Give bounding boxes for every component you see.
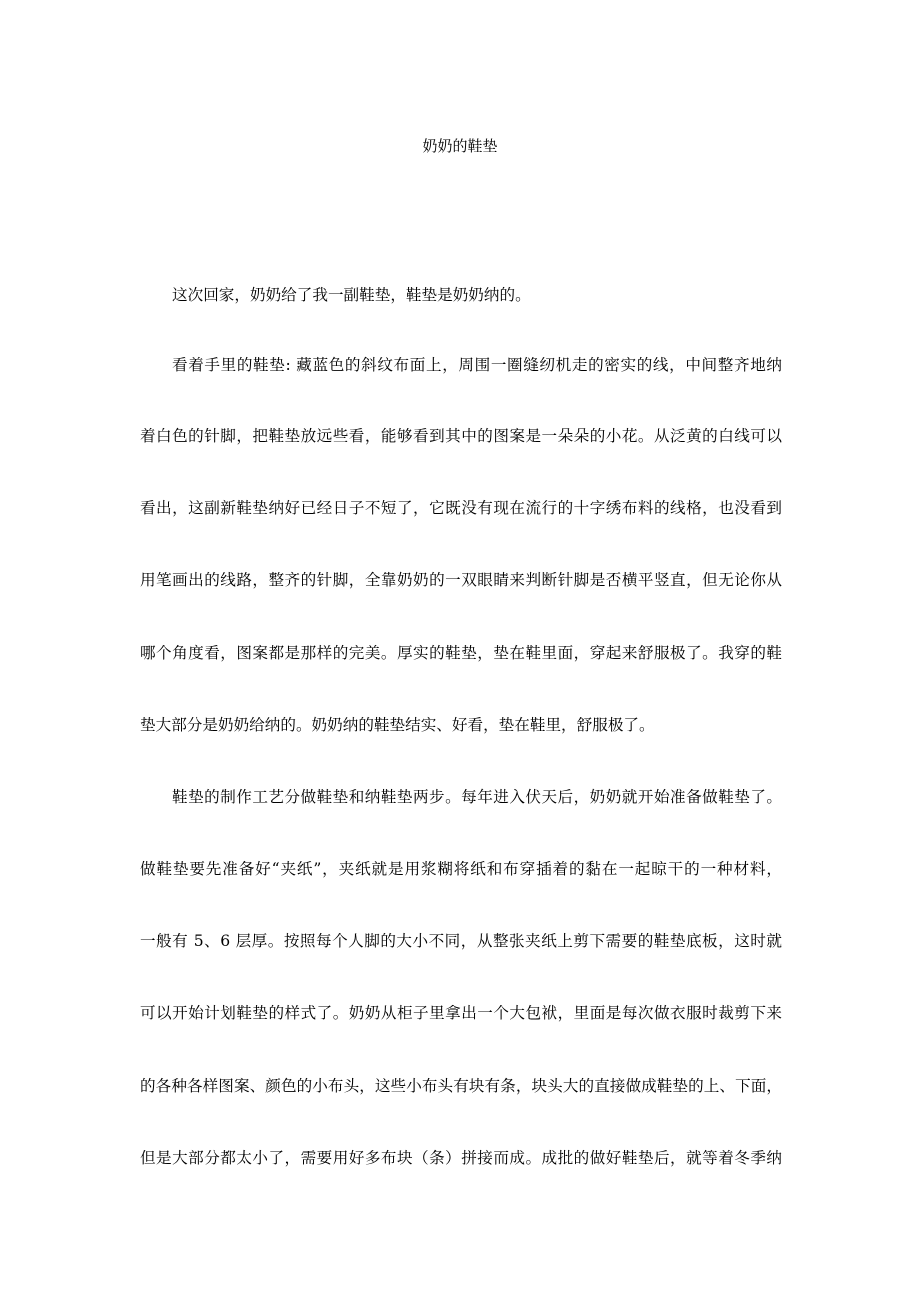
paragraph-2-line-5: 哪个角度看，图案都是那样的完美。厚实的鞋垫，垫在鞋里面，穿起来舒服极了。我穿的鞋: [140, 644, 782, 662]
paragraph-3-line-2: 做鞋垫要先准备好“夹纸”，夹纸就是用浆糊将纸和布穿插着的黏在一起晾干的一种材料，: [140, 860, 782, 878]
paragraph-3-line-5: 的各种各样图案、颜色的小布头，这些小布头有块有条，块头大的直接做成鞋垫的上、下面，: [140, 1077, 782, 1095]
paragraph-3-line-3: 一般有 5、6 层厚。按照每个人脚的大小不同，从整张夹纸上剪下需要的鞋垫底板，这时就: [140, 932, 782, 950]
paragraph-2-line-1: 看着手里的鞋垫: 藏蓝色的斜纹布面上，周围一圈缝纫机走的密实的线，中间整齐地纳: [172, 356, 782, 374]
document-title: 奶奶的鞋垫: [422, 137, 498, 155]
paragraph-2-line-4: 用笔画出的线路，整齐的针脚，全靠奶奶的一双眼睛来判断针脚是否横平竖直，但无论你从: [140, 571, 782, 589]
paragraph-1-line-1: 这次回家，奶奶给了我一副鞋垫，鞋垫是奶奶纳的。: [172, 286, 531, 304]
paragraph-2-line-3: 看出，这副新鞋垫纳好已经日子不短了，它既没有现在流行的十字绣布料的线格，也没看到: [140, 499, 782, 517]
paragraph-3-line-4: 可以开始计划鞋垫的样式了。奶奶从柜子里拿出一个大包袱，里面是每次做衣服时裁剪下来: [140, 1004, 782, 1022]
paragraph-3-line-6: 但是大部分都太小了，需要用好多布块（条）拼接而成。成批的做好鞋垫后，就等着冬季纳: [140, 1149, 782, 1167]
paragraph-2-line-6: 垫大部分是奶奶给纳的。奶奶纳的鞋垫结实、好看，垫在鞋里，舒服极了。: [140, 716, 655, 734]
paragraph-2-line-2: 着白色的针脚，把鞋垫放远些看，能够看到其中的图案是一朵朵的小花。从泛黄的白线可以: [140, 427, 782, 445]
paragraph-3-line-1: 鞋垫的制作工艺分做鞋垫和纳鞋垫两步。每年进入伏天后，奶奶就开始准备做鞋垫了。: [172, 788, 782, 806]
